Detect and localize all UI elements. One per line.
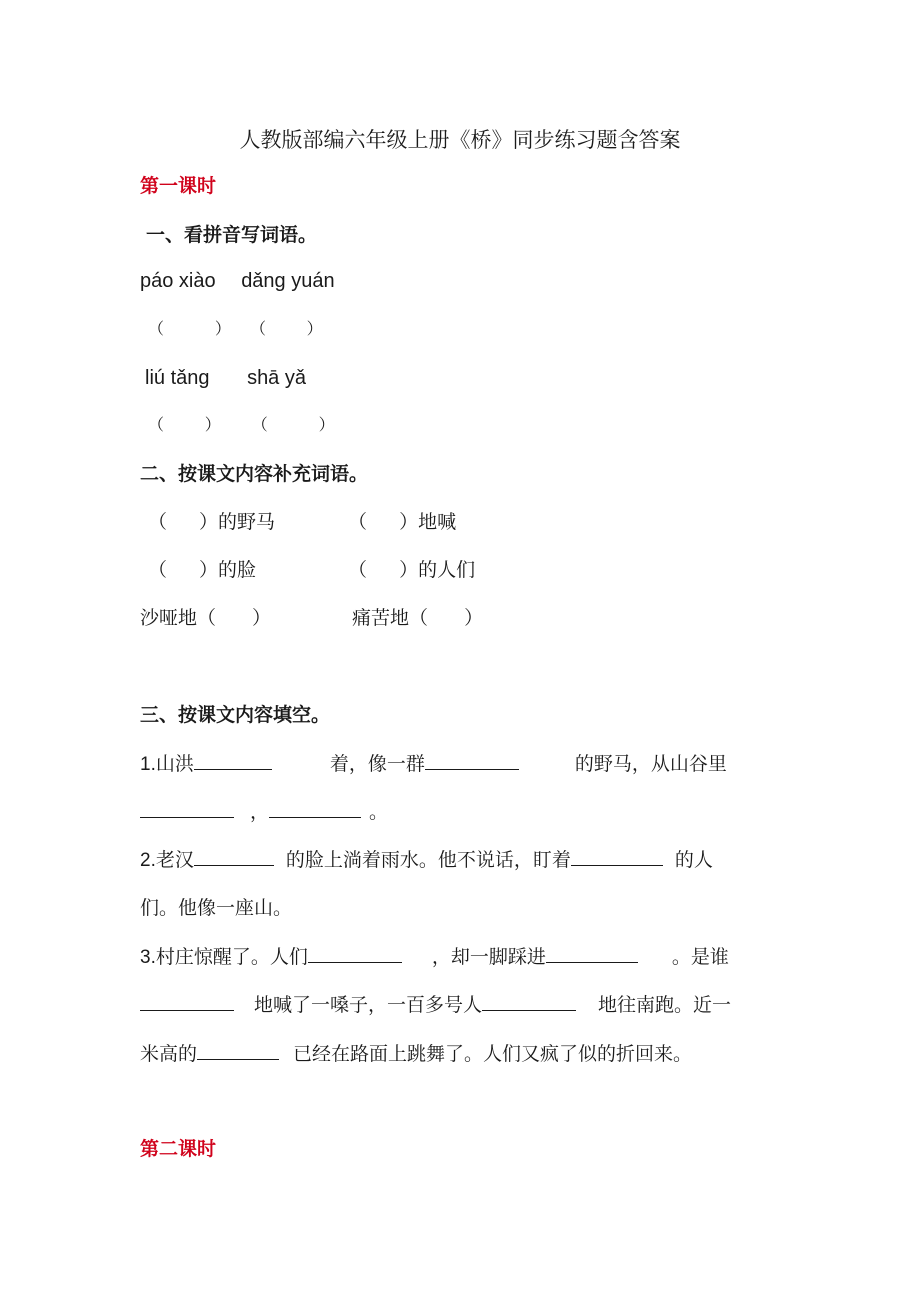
question-3-line-2: 地喊了一嗓子，一百多号人 地往南跑。近一	[140, 992, 731, 1017]
section-3-heading: 三、按课文内容填空。	[140, 704, 331, 726]
question-2-line-1: 2.老汉 的脸上淌着雨水。他不说话，盯着 的人	[140, 849, 713, 871]
fill-blank[interactable]	[425, 751, 519, 770]
pinyin-row-2	[145, 366, 306, 390]
fill-row-3: 沙哑地（ ） 痛苦地（ ）	[140, 607, 484, 629]
pinyin-paoxiao: páo xiào	[140, 270, 216, 292]
answer-parens-row-2	[148, 413, 335, 437]
fill-blank[interactable]	[546, 944, 638, 963]
question-3-line-3: 米高的 已经在路面上跳舞了。人们又疯了似的折回来。	[140, 1043, 693, 1065]
answer-parens-row-1	[148, 317, 323, 341]
answer-paren: （ ）	[148, 319, 231, 338]
pinyin-liutang: liú tǎng	[145, 367, 210, 389]
section-2-heading: 二、按课文内容补充词语。	[140, 463, 369, 485]
lesson-1-heading: 第一课时	[140, 175, 217, 197]
question-1-line-1: 1.山洪 着，像一群 的野马，从山谷里	[140, 753, 727, 775]
question-2-line-2: 们。他像一座山。	[140, 897, 293, 919]
fill-blank[interactable]	[269, 799, 361, 818]
fill-blank[interactable]	[482, 992, 576, 1011]
answer-paren: （ ）	[148, 415, 221, 434]
section-1-heading: 一、看拼音写词语。	[146, 224, 318, 246]
document-title: 人教版部编六年级上册《桥》同步练习题含答案	[239, 128, 681, 152]
question-3-line-1: 3.村庄惊醒了。人们 ，却一脚踩进 。是谁	[140, 946, 729, 968]
question-1-line-2: ， 。	[140, 799, 388, 824]
pinyin-row-1	[140, 269, 335, 293]
fill-blank[interactable]	[571, 847, 663, 866]
pinyin-dangyuan: dǎng yuán	[241, 270, 335, 292]
answer-paren: （ ）	[251, 415, 335, 434]
pinyin-shaya: shā yǎ	[247, 367, 306, 389]
fill-blank[interactable]	[194, 751, 272, 770]
lesson-2-heading: 第二课时	[140, 1138, 217, 1160]
answer-paren: （ ）	[249, 319, 323, 338]
fill-row-2: （ ）的脸 （ ）的人们	[148, 559, 476, 581]
fill-blank[interactable]	[308, 944, 402, 963]
fill-blank[interactable]	[140, 799, 234, 818]
fill-blank[interactable]	[194, 847, 274, 866]
fill-row-1: （ ）的野马 （ ）地喊	[148, 511, 457, 533]
fill-blank[interactable]	[197, 1041, 279, 1060]
fill-blank[interactable]	[140, 992, 234, 1011]
